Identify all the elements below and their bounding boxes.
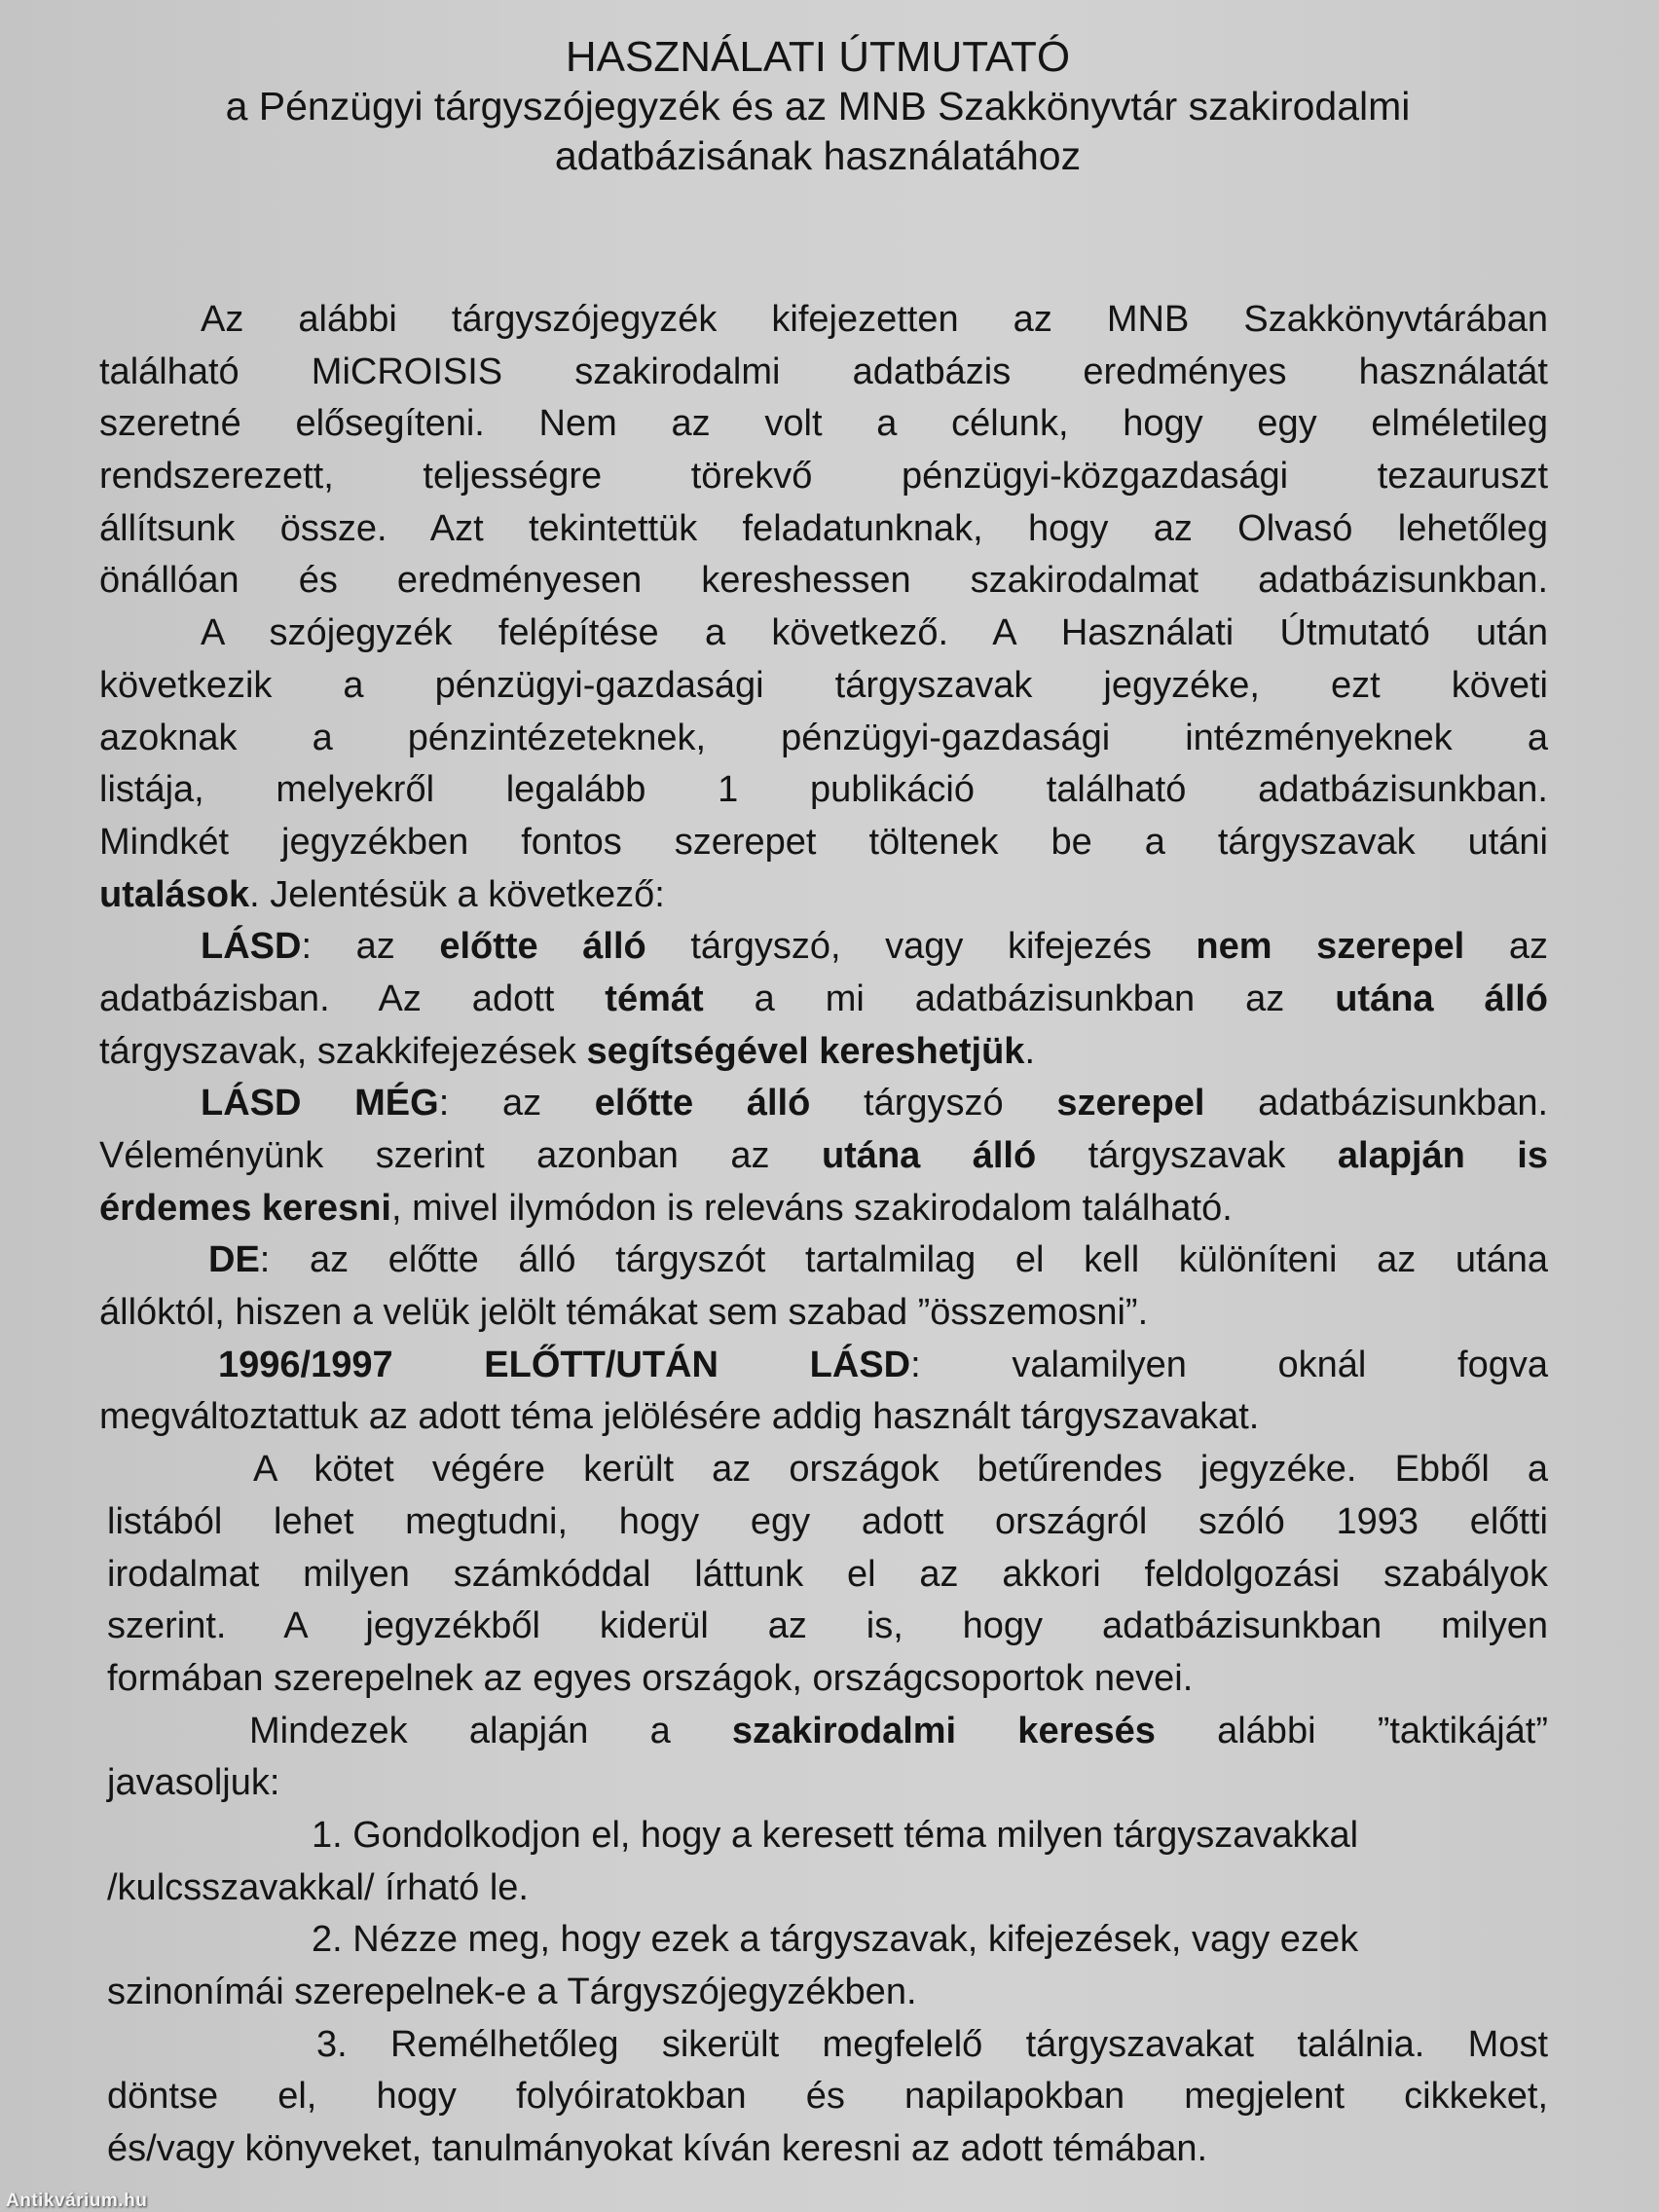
bold-text: segítségével kereshetjük xyxy=(586,1030,1025,1072)
bold-text: 1996/1997 ELŐTT/UTÁN LÁSD xyxy=(218,1344,911,1385)
text-run: alábbi ”taktikáját” xyxy=(1155,1710,1548,1751)
text-line xyxy=(99,921,1548,974)
text-line xyxy=(99,1026,1548,1079)
text-line xyxy=(99,1496,1548,1549)
text-line-content xyxy=(201,608,1548,660)
text-line-content xyxy=(107,1862,529,1915)
text-line xyxy=(99,1914,1548,1967)
text-line xyxy=(99,1287,1548,1340)
text-line-content xyxy=(99,1391,1259,1444)
text-line xyxy=(99,1706,1548,1758)
text-run: . Jelentésük a következő: xyxy=(249,873,665,915)
text-line-content xyxy=(107,1496,1548,1549)
text-run: tárgyszó, vagy kifejezés xyxy=(645,926,1197,968)
bold-text: utána álló xyxy=(1335,977,1548,1019)
text-run: A szójegyzék felépítése a következő. A Használati Útmutató után xyxy=(201,612,1548,654)
text-run: döntse el, hogy folyóiratokban és napilapokban megjelent cikkeket, xyxy=(107,2076,1548,2118)
bold-text: LÁSD xyxy=(201,926,302,968)
bold-text: utána álló xyxy=(821,1135,1037,1176)
bold-text: érdemes keresni xyxy=(99,1187,391,1229)
text-run: található MiCROISIS szakirodalmi adatbázis eredményes használatát xyxy=(99,350,1548,392)
bold-text: LÁSD MÉG xyxy=(201,1083,439,1124)
text-line xyxy=(99,1601,1548,1653)
text-line-content xyxy=(316,2019,1548,2072)
text-line-content xyxy=(99,817,1548,869)
text-run: , mivel ilymódon is releváns szakirodalom található. xyxy=(390,1187,1233,1229)
text-line xyxy=(99,1078,1548,1130)
text-line xyxy=(99,2123,1548,2176)
text-line xyxy=(99,1391,1548,1444)
text-line xyxy=(99,1653,1548,1706)
text-run: Mindkét jegyzékben fontos szerepet töltenek be a tárgyszavak utáni xyxy=(99,821,1548,863)
text-run: Mindezek alapján a xyxy=(249,1710,732,1751)
text-line-content xyxy=(99,1287,1148,1340)
text-line-content xyxy=(99,451,1548,503)
bold-text: előtte álló xyxy=(594,1083,811,1124)
text-run: listából lehet megtudni, hogy egy adott országról szóló 1993 előtti xyxy=(107,1500,1548,1542)
text-line-content xyxy=(249,1706,1548,1758)
text-line xyxy=(99,764,1548,817)
text-line xyxy=(99,1235,1548,1287)
text-run: listája, melyekről legalább 1 publikáció található adatbázisunkban. xyxy=(99,769,1548,811)
text-line xyxy=(99,1130,1548,1183)
text-run: szinonímái szerepelnek-e a Tárgyszójegyzékben. xyxy=(107,1972,917,2012)
text-line-content xyxy=(99,974,1548,1026)
text-run: állóktól, hiszen a velük jelölt témákat sem szabad ”összemosni”. xyxy=(99,1292,1149,1334)
text-line-content xyxy=(99,555,1548,608)
text-line xyxy=(99,869,1548,922)
text-line-content xyxy=(99,713,1548,765)
text-run: az xyxy=(1464,926,1548,968)
bold-text: szerepel xyxy=(1056,1083,1205,1124)
document-body xyxy=(99,294,1548,2176)
text-line xyxy=(99,2071,1548,2123)
text-line xyxy=(99,2019,1548,2072)
text-line xyxy=(99,555,1548,608)
document-subtitle-line-2: adatbázisának használatához xyxy=(554,133,1082,178)
text-run: Az alábbi tárgyszójegyzék kifejezetten az MNB Szakkönyvtárában xyxy=(201,299,1548,340)
text-run: szeretné elősegíteni. Nem az volt a célunk, hogy egy elméletileg xyxy=(99,403,1548,445)
text-line-content xyxy=(107,1967,917,2019)
text-run: tárgyszavak xyxy=(1036,1135,1338,1176)
bold-text: szakirodalmi keresés xyxy=(731,1710,1156,1751)
text-run: formában szerepelnek az egyes országok, országcsoportok nevei. xyxy=(107,1657,1194,1699)
text-line-content xyxy=(99,1026,1035,1079)
text-run: : valamilyen oknál fogva xyxy=(910,1344,1548,1385)
text-line xyxy=(99,347,1548,399)
text-run: rendszerezett, teljességre törekvő pénzügyi-közgazdasági tezauruszt xyxy=(99,456,1548,498)
watermark-logo: Antikvárium.hu xyxy=(6,2191,148,2211)
text-line xyxy=(99,817,1548,869)
text-line xyxy=(99,1444,1548,1496)
text-line xyxy=(99,1810,1548,1862)
text-line-content xyxy=(99,869,665,922)
text-run: javasoljuk: xyxy=(107,1762,280,1804)
text-line-content xyxy=(99,503,1548,556)
text-line-content xyxy=(312,1914,1358,1967)
text-line xyxy=(99,608,1548,660)
text-line xyxy=(99,1549,1548,1602)
text-line xyxy=(99,398,1548,451)
text-line xyxy=(99,1757,1548,1810)
text-line xyxy=(99,1862,1548,1915)
text-run: Véleményünk szerint azonban az xyxy=(99,1135,822,1176)
text-run: 2. Nézze meg, hogy ezek a tárgyszavak, kifejezések, vagy ezek xyxy=(312,1919,1359,1961)
text-line-content xyxy=(253,1444,1548,1496)
text-line-content xyxy=(201,921,1548,974)
text-line-content xyxy=(107,2071,1548,2123)
bold-text: nem szerepel xyxy=(1196,926,1465,968)
text-run: adatbázisunkban. xyxy=(1204,1083,1549,1124)
text-run: következik a pénzügyi-gazdasági tárgyszavak jegyzéke, ezt követi xyxy=(99,664,1548,706)
text-line xyxy=(99,713,1548,765)
text-line-content xyxy=(99,1183,1233,1235)
text-line xyxy=(99,1340,1548,1392)
text-line-content xyxy=(99,764,1548,817)
text-run: : az xyxy=(438,1083,595,1124)
text-run: a mi adatbázisunkban az xyxy=(703,977,1336,1019)
text-line-content xyxy=(201,1078,1548,1130)
text-line-content xyxy=(107,1653,1193,1706)
text-run: tárgyszó xyxy=(810,1083,1057,1124)
text-run: : az előtte álló tárgyszót tartalmilag el kell különíteni az utána xyxy=(259,1239,1548,1281)
text-line-content xyxy=(107,2123,1207,2176)
text-line xyxy=(99,503,1548,556)
bold-text: alapján is xyxy=(1337,1135,1548,1176)
text-line xyxy=(99,1183,1548,1235)
text-line-content xyxy=(107,1549,1548,1602)
bold-text: előtte álló xyxy=(439,926,646,968)
text-run: szerint. A jegyzékből kiderül az is, hogy adatbázisunkban milyen xyxy=(107,1605,1548,1647)
text-line-content xyxy=(99,660,1548,713)
text-line xyxy=(99,660,1548,713)
text-run: 3. Remélhetőleg sikerült megfelelő tárgyszavakat találnia. Most xyxy=(316,2023,1548,2065)
text-line xyxy=(99,1967,1548,2019)
text-line-content xyxy=(201,294,1548,347)
text-line xyxy=(99,451,1548,503)
text-run: 1. Gondolkodjon el, hogy a keresett téma milyen tárgyszavakkal xyxy=(312,1814,1359,1856)
text-line-content xyxy=(99,1130,1548,1183)
text-line-content xyxy=(99,347,1548,399)
text-run: azoknak a pénzintézeteknek, pénzügyi-gazdasági intézményeknek a xyxy=(99,717,1548,758)
bold-text: DE xyxy=(208,1239,260,1281)
bold-text: utalások xyxy=(99,873,250,915)
text-run: megváltoztattuk az adott téma jelölésére addig használt tárgyszavakat. xyxy=(99,1396,1260,1438)
text-run: A kötet végére került az országok betűrendes jegyzéke. Ebből a xyxy=(253,1449,1548,1491)
text-run: és/vagy könyveket, tanulmányokat kíván keresni az adott témában. xyxy=(107,2128,1208,2170)
text-run: adatbázisban. Az adott xyxy=(99,977,606,1019)
text-run: /kulcsszavakkal/ írható le. xyxy=(107,1866,529,1908)
text-run: tárgyszavak, szakkifejezések xyxy=(99,1030,587,1072)
text-run: önállóan és eredményesen kereshessen szakirodalmat adatbázisunkban. xyxy=(99,560,1548,602)
bold-text: témát xyxy=(605,977,704,1019)
text-line-content xyxy=(107,1601,1548,1653)
text-line-content xyxy=(312,1810,1358,1862)
text-line xyxy=(99,974,1548,1026)
text-run: . xyxy=(1024,1030,1036,1072)
text-run: állítsunk össze. Azt tekintettük feladatunknak, hogy az Olvasó lehetőleg xyxy=(99,507,1548,549)
text-line xyxy=(99,294,1548,347)
document-title: HASZNÁLATI ÚTMUTATÓ xyxy=(565,33,1071,81)
text-run: : az xyxy=(301,926,440,968)
text-line-content xyxy=(218,1340,1548,1392)
text-line-content xyxy=(99,398,1548,451)
text-line-content xyxy=(107,1757,279,1810)
text-line-content xyxy=(208,1235,1548,1287)
text-run: irodalmat milyen számkóddal láttunk el az akkori feldolgozási szabályok xyxy=(107,1553,1548,1595)
document-subtitle-line-1: a Pénzügyi tárgyszójegyzék és az MNB Szakkönyvtár szakirodalmi xyxy=(225,84,1411,129)
